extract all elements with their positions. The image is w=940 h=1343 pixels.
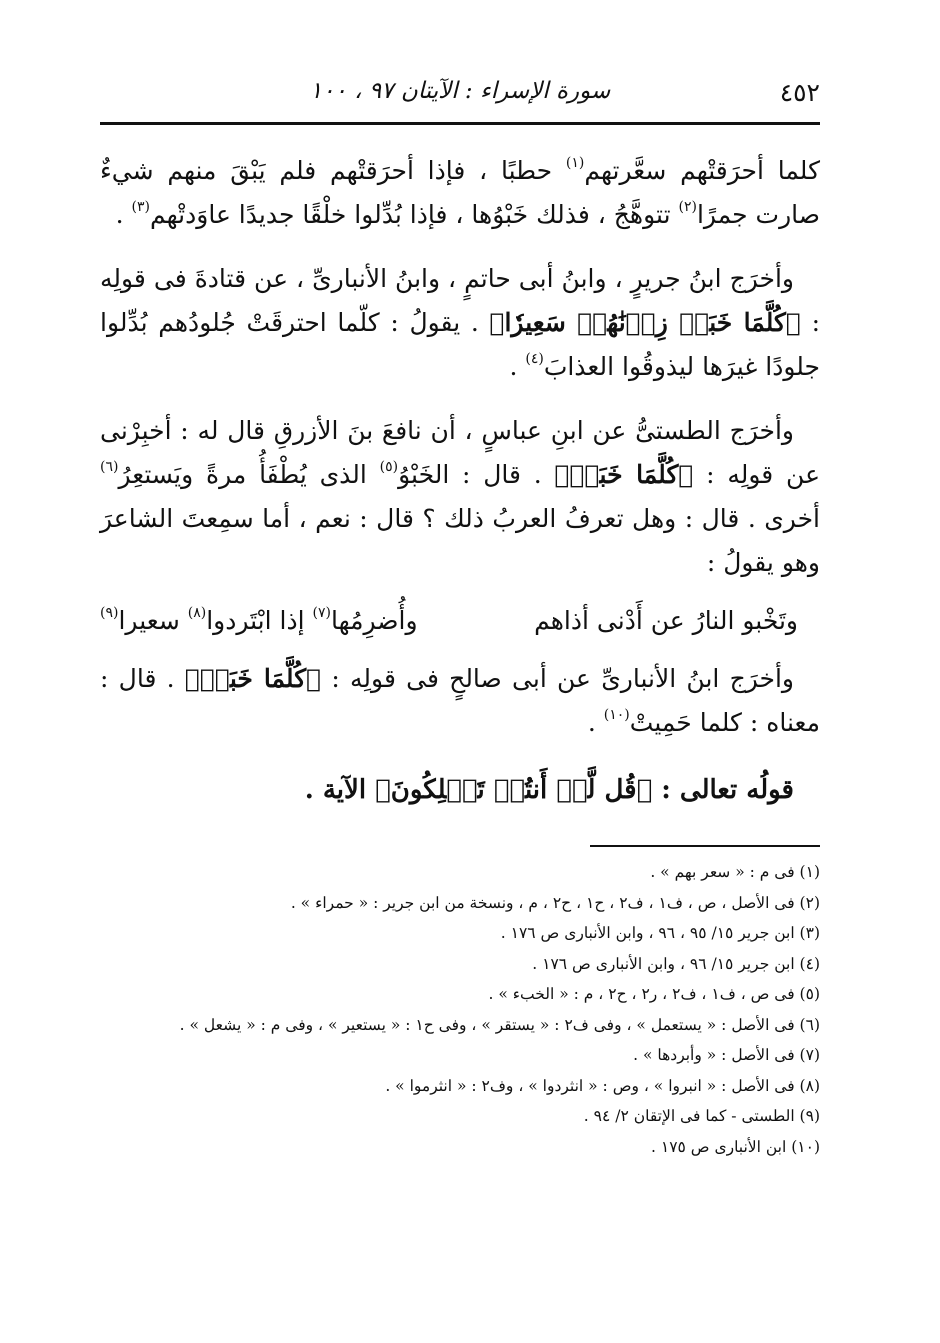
footnote-ref-2: (٢) xyxy=(678,199,697,215)
paragraph-1 xyxy=(100,149,820,237)
text-run: كلما أحرَقتْهم سعَّرتهم xyxy=(584,156,820,185)
footnote-7: (٧) فى الأصل : « وأبردها » . xyxy=(633,1046,820,1064)
page-header xyxy=(100,70,820,116)
text-run: . xyxy=(509,352,526,381)
text-run: . xyxy=(115,200,132,229)
text-run: وأخرَج ابنُ جريرٍ ، وابنُ أبى حاتمٍ ، وابنُ الأنبارىِّ ، عن قتادةَ فى قولِه : xyxy=(100,264,820,337)
quran-quote: ﴿كُلَّمَا خَبَتۡ زِدۡنَٰهُمۡ سَعِيرٗا﴾ xyxy=(489,308,801,337)
text-run: وأخرَج الطستىُّ عن ابنِ عباسٍ ، أن نافعَ بنَ الأزرقِ قال له : أخبِرْنى عن قولِه : xyxy=(100,416,820,489)
footnote-1: (١) فى م : « سعر بهم » . xyxy=(650,863,820,881)
footnote-2: (٢) فى الأصل ، ص ، ف١ ، ف٢ ، ح١ ، ح٢ ، م ، ونسخة من ابن جرير : « حمراء » . xyxy=(290,893,820,912)
footnote-ref-4: (٤) xyxy=(525,351,544,367)
footnote-ref-6: (٦) xyxy=(100,459,119,475)
paragraph-3 xyxy=(100,409,820,585)
text-run: سعيرا xyxy=(118,606,188,635)
book-page xyxy=(100,70,820,1162)
paragraph-4 xyxy=(100,657,820,745)
footnote-ref-9: (٩) xyxy=(100,605,119,621)
text-run: حطبًا ، فإذا أحرَقتْهم فلم يَبْقَ منهم شيءٌ صارت جمرًا xyxy=(100,156,820,229)
footnote-ref-7: (٧) xyxy=(312,605,331,621)
footnote-3: (٣) ابن جرير ١٥/ ٩٥ ، ٩٦ ، وابن الأنبارى ص ١٧٦ . xyxy=(500,924,820,942)
text-run: . xyxy=(587,708,604,737)
footnote-5: (٥) فى ص ، ف١ ، ف٢ ، ر٢ ، ح٢ ، م : « الخبء » . xyxy=(488,985,820,1003)
running-title: سورة الإسراء : الآيتان ٩٧ ، ١٠٠ xyxy=(309,78,611,104)
main-text xyxy=(100,149,820,815)
text-run: وأُضرِمُها xyxy=(330,606,418,635)
quran-quote: ﴿كُلَّمَا خَبَتۡ﴾ xyxy=(554,460,694,489)
footnotes-list xyxy=(100,857,820,1162)
text-run: وأخرَج ابنُ الأنبارىِّ عن أبى صالحٍ فى قولِه : xyxy=(321,664,794,693)
footnote-9: (٩) الطستى - كما فى الإتقان ٢/ ٩٤ . xyxy=(583,1107,820,1125)
poetry-verse xyxy=(100,599,820,643)
text-run: . قال : معناه : كلما حَمِيتْ xyxy=(100,664,820,737)
quran-quote: ﴿كُلَّمَا خَبَتۡ﴾ xyxy=(184,664,322,693)
footnote-4: (٤) ابن جرير ١٥/ ٩٦ ، وابن الأنبارى ص ١٧٦ . xyxy=(532,954,820,973)
page-number: ٤٥٢ xyxy=(779,78,820,107)
footnote-ref-5: (٥) xyxy=(379,459,399,475)
paragraph-2 xyxy=(100,257,820,389)
footnote-8: (٨) فى الأصل : « انبروا » ، وص : « انثردوا » ، وف٢ : « انثرموا » . xyxy=(385,1076,820,1095)
footnote-6: (٦) فى الأصل : « يستعمل » ، وفى ف٢ : « يستقر » ، وفى ح١ : « يستعير » ، وفى م : « يشعل » . xyxy=(179,1015,820,1034)
text-run: الآية . xyxy=(304,775,376,805)
text-run: أخرى . قال : وهل تعرفُ العربُ ذلك ؟ قال : نعم ، أما سمِعتَ الشاعرَ وهو يقولُ : xyxy=(100,504,820,577)
footnote-rule xyxy=(590,845,820,847)
header-rule xyxy=(100,122,820,125)
section-heading xyxy=(100,765,820,815)
text-run: قولُه تعالى : xyxy=(652,775,794,805)
text-run: . قال : الخَبْوُ xyxy=(398,460,555,489)
text-run: . يقولُ : كلّما احترقَتْ جُلودُهم بُدِّلوا جلودًا غيرَها ليذوقُوا العذابَ xyxy=(100,308,820,381)
quran-quote: ﴿قُل لَّوۡ أَنتُمۡ تَمۡلِكُونَ﴾ xyxy=(375,775,653,805)
verse-hemistich-1: وتَخْبو النارُ عن أَدْنى أذاهم xyxy=(534,606,798,635)
footnote-10: (١٠) ابن الأنبارى ص ١٧٥ . xyxy=(651,1137,820,1156)
text-run: تتوهَّجُ ، فذلك خَبْوُها ، فإذا بُدِّلوا خلْقًا جديدًا عاوَدتْهم xyxy=(150,200,679,229)
footnote-ref-8: (٨) xyxy=(187,605,207,621)
verse-hemistich-2 xyxy=(100,599,418,643)
text-run: الذى يُطْفَأُ مرةً ويَستعِرُ xyxy=(118,460,380,489)
footnote-ref-3: (٣) xyxy=(131,199,150,215)
text-run: إذا ابْتَردوا xyxy=(206,606,313,635)
footnote-ref-10: (١٠) xyxy=(603,707,630,723)
footnote-ref-1: (١) xyxy=(565,155,585,171)
